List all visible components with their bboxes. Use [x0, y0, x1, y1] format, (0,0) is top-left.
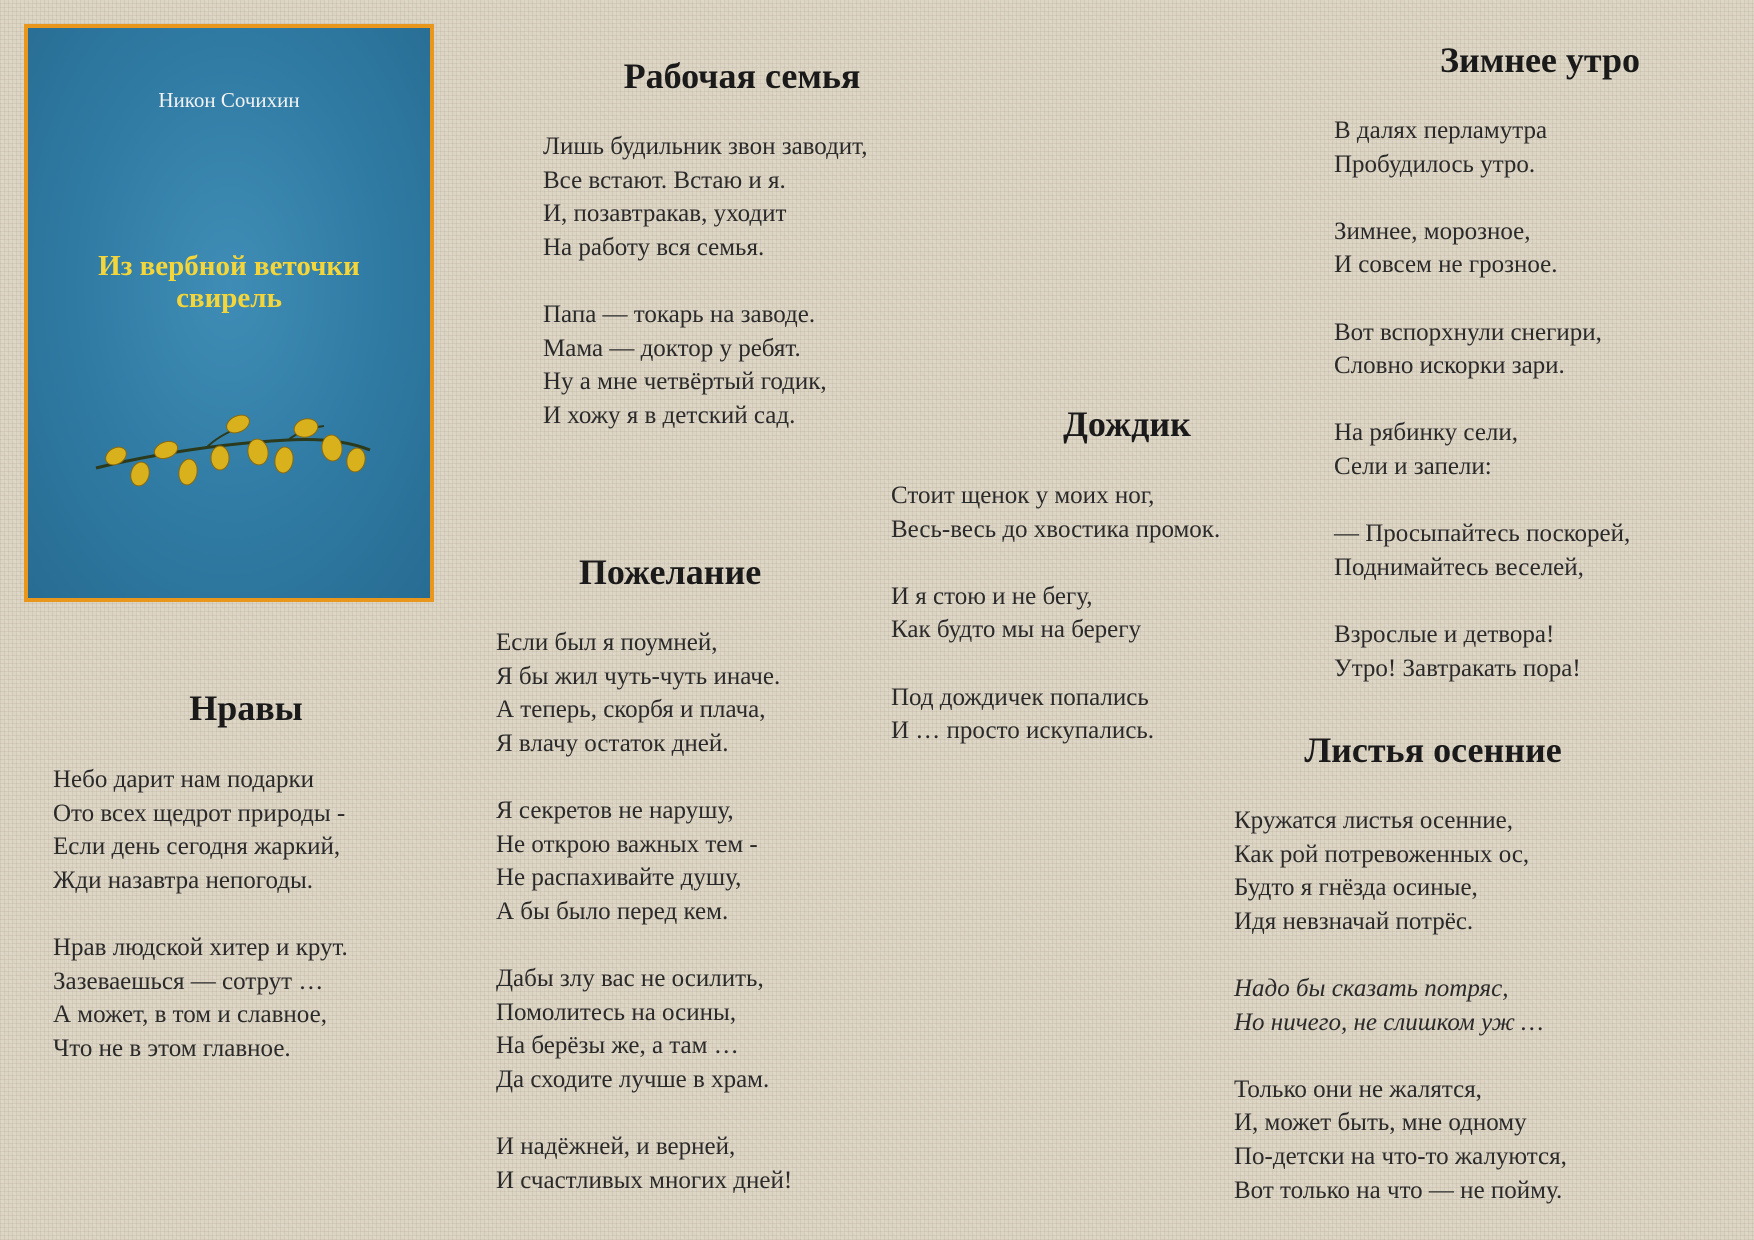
stanza — [496, 626, 792, 760]
stanza — [543, 130, 867, 264]
poem-line: Стоит щенок у моих ног, — [891, 482, 1155, 509]
poem-line: Весь-весь до хвостика промок. — [891, 515, 1221, 543]
poem-line: Я бы жил чуть-чуть иначе. — [496, 662, 781, 690]
poem-title: Нравы — [189, 688, 303, 728]
stanza — [1334, 215, 1630, 282]
poem-line: На берёзы же, а там … — [496, 1032, 739, 1060]
book-title-line: Из вербной веточки — [98, 250, 360, 282]
stanza — [1334, 618, 1630, 685]
stanza — [1234, 972, 1567, 1039]
stanza — [496, 962, 792, 1096]
book-cover — [24, 24, 434, 602]
stanza — [891, 681, 1220, 748]
poem-line: Утро! Завтракать пора! — [1334, 654, 1581, 682]
poem-line: Зимнее, морозное, — [1334, 217, 1531, 245]
poem-line: Кружатся листья осенние, — [1234, 807, 1513, 834]
poem-line: Вот вспорхнули снегири, — [1334, 318, 1602, 346]
poem-body — [496, 626, 792, 1197]
book-title — [28, 250, 430, 314]
poem-line: Взрослые и детвора! — [1334, 620, 1555, 648]
poem-line: Я секретов не нарушу, — [496, 796, 734, 824]
poem-line: Надо бы сказать потряс, — [1234, 974, 1509, 1002]
poem-body — [1234, 804, 1567, 1207]
poem-line: Но ничего, не слишком уж … — [1234, 1008, 1544, 1036]
poem-line: Что не в этом главное. — [53, 1034, 291, 1062]
poem-line: Мама — доктор у ребят. — [543, 334, 801, 362]
poem-line: Помолитесь на осины, — [496, 998, 737, 1026]
stanza — [891, 580, 1220, 647]
poem-title: Зимнее утро — [1439, 40, 1641, 80]
poem-line: И … просто искупались. — [891, 717, 1155, 745]
stanza — [1334, 517, 1630, 584]
poem-title: Пожелание — [578, 552, 762, 592]
poem-line: Ото всех щедрот природы - — [53, 799, 346, 827]
poem-line: И счастливых многих дней! — [496, 1166, 793, 1194]
poem-line: Как будто мы на берегу — [891, 616, 1142, 644]
stanza — [543, 298, 867, 432]
poem-line: А теперь, скорбя и плача, — [496, 696, 766, 724]
book-author: Никон Сочихин — [158, 88, 300, 112]
stanza — [1234, 1073, 1567, 1207]
stanza — [1234, 804, 1567, 938]
poem-line: Словно искорки зари. — [1334, 352, 1565, 380]
poem-line: И надёжней, и верней, — [496, 1132, 736, 1160]
poem-line: А бы было перед кем. — [496, 897, 729, 925]
poem-line: Жди назавтра непогоды. — [53, 866, 313, 894]
poem-line: Не открою важных тем - — [496, 830, 758, 858]
poem-line: Поднимайтесь веселей, — [1334, 553, 1584, 581]
poem-line: И я стою и не бегу, — [891, 582, 1093, 610]
poem-line: На рябинку сели, — [1334, 419, 1519, 447]
poem-line: — Просыпайтесь поскорей, — [1334, 520, 1631, 548]
stanza — [53, 931, 348, 1065]
poem-title: Листья осенние — [1304, 730, 1562, 770]
stanza — [1334, 114, 1630, 181]
poem-title: Дождик — [1063, 404, 1191, 444]
poem-title: Рабочая семья — [623, 56, 861, 96]
poem-line: Дабы злу вас не осилить, — [496, 964, 764, 992]
poem-line: Я влачу остаток дней. — [496, 729, 729, 757]
poem-line: Все встают. Встаю и я. — [543, 166, 786, 194]
poem-line: Сели и запели: — [1334, 452, 1492, 480]
stanza — [891, 479, 1220, 546]
poem-line: Ну а мне четвёртый годик, — [543, 368, 827, 396]
poem-line: И, позавтракав, уходит — [543, 200, 787, 228]
willow-branch-icon — [88, 398, 378, 488]
poem-line: Нрав людской хитер и крут. — [53, 933, 348, 961]
poem-line: Как рой потревоженных ос, — [1234, 840, 1530, 868]
poem-line: И хожу я в детский сад. — [543, 401, 796, 429]
poem-line: Под дождичек попались — [891, 683, 1149, 711]
poem-line: А может, в том и славное, — [53, 1001, 327, 1029]
poem-body — [53, 763, 348, 1065]
poem-line: Папа — токарь на заводе. — [543, 300, 816, 328]
poem-body — [891, 479, 1220, 748]
poem-line: В далях перламутра — [1334, 117, 1548, 144]
poem-line: Зазеваешься — сотрут … — [53, 967, 324, 995]
poem-line: Пробудилось утро. — [1334, 150, 1536, 178]
poem-line: По-детски на что-то жалуются, — [1234, 1142, 1567, 1170]
poem-body — [543, 130, 867, 432]
poem-line: Будто я гнёзда осиные, — [1234, 874, 1478, 902]
stanza — [1334, 316, 1630, 383]
poem-line: Если день сегодня жаркий, — [53, 833, 341, 861]
stanza — [53, 763, 348, 897]
book-title-line: свирель — [176, 282, 282, 314]
stanza — [496, 1130, 792, 1197]
stanza — [496, 794, 792, 928]
poem-line: И совсем не грозное. — [1334, 251, 1558, 279]
poem-line: Только они не жалятся, — [1234, 1075, 1482, 1103]
poem-line: Если был я поумней, — [496, 629, 718, 656]
poem-line: И, может быть, мне одному — [1234, 1109, 1527, 1137]
poem-body — [1334, 114, 1630, 685]
poem-line: Лишь будильник звон заводит, — [543, 133, 868, 160]
poem-line: Вот только на что — не пойму. — [1234, 1176, 1563, 1204]
poem-line: Идя невзначай потрёс. — [1234, 907, 1474, 935]
poem-line: На работу вся семья. — [543, 233, 765, 261]
stanza — [1334, 416, 1630, 483]
poem-line: Небо дарит нам подарки — [53, 766, 315, 793]
poem-line: Не распахивайте душу, — [496, 864, 742, 892]
poem-line: Да сходите лучше в храм. — [496, 1065, 770, 1093]
